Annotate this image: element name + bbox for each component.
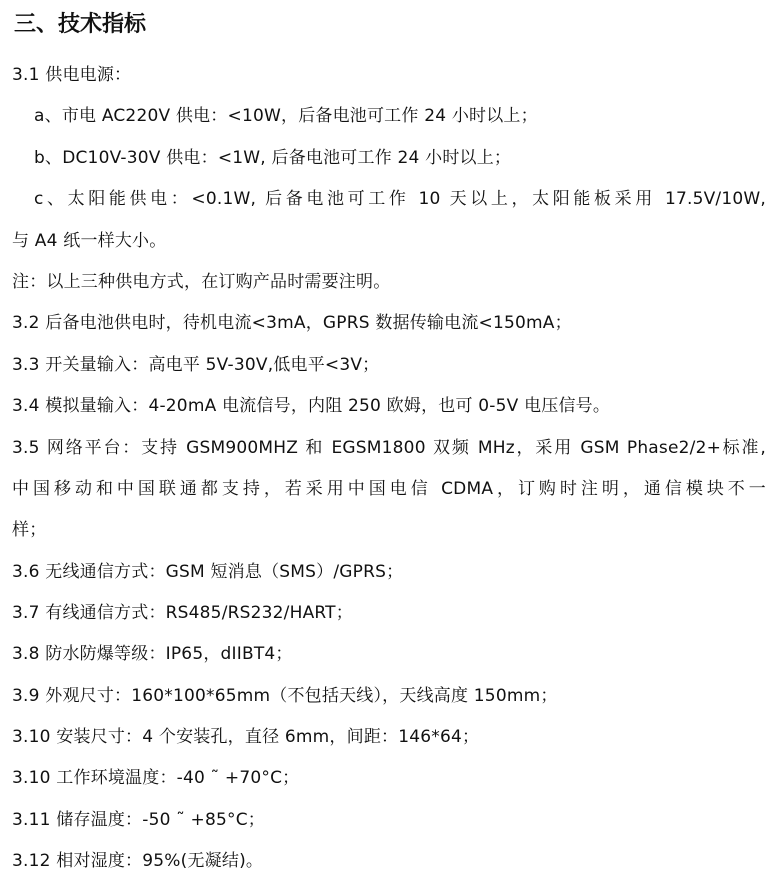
spec-line-3-5-end: 样； [12,520,47,540]
spec-line-3-1: 3.1 供电电源： [12,65,132,85]
spec-line-3-11: 3.11 储存温度：-50 ˜ +85°C； [12,810,265,830]
note-line: 注：以上三种供电方式，在订购产品时需要注明。 [12,272,391,292]
spec-line-3-4: 3.4 模拟量输入：4-20mA 电流信号，内阻 250 欧姆，也可 0-5V 电压信号。 [12,396,611,416]
spec-line-3-10-install: 3.10 安装尺寸：4 个安装孔，直径 6mm，间距：146*64； [12,727,480,747]
spec-line-3-6: 3.6 无线通信方式：GSM 短消息（SMS）/GPRS； [12,562,404,582]
spec-line-3-5: 3.5 网络平台：支持 GSM900MHZ 和 EGSM1800 双频 MHz，采用 GSM Phase2/2+标准, [12,438,766,458]
spec-line-3-9: 3.9 外观尺寸：160*100*65mm（不包括天线），天线高度 150mm； [12,686,558,706]
spec-line-a: a、市电 AC220V 供电：<10W，后备电池可工作 24 小时以上； [34,106,538,126]
spec-line-3-10-temp: 3.10 工作环境温度：-40 ˜ +70°C； [12,768,300,788]
spec-line-3-7: 3.7 有线通信方式：RS485/RS232/HART； [12,603,353,623]
section-title: 三、技术指标 [14,12,147,37]
spec-line-3-12: 3.12 相对湿度：95%(无凝结)。 [12,851,264,871]
spec-line-3-5-cont: 中国移动和中国联通都支持，若采用中国电信 CDMA，订购时注明，通信模块不一 [12,479,766,499]
spec-line-c: c、太阳能供电：<0.1W, 后备电池可工作 10 天以上，太阳能板采用 17.5V/10W, [34,189,766,209]
spec-line-c-cont: 与 A4 纸一样大小。 [12,231,167,251]
spec-line-3-8: 3.8 防水防爆等级：IP65，dIIBT4； [12,644,293,664]
spec-line-b: b、DC10V-30V 供电：<1W, 后备电池可工作 24 小时以上； [34,148,512,168]
spec-line-3-3: 3.3 开关量输入：高电平 5V-30V,低电平<3V； [12,355,380,375]
spec-line-3-2: 3.2 后备电池供电时，待机电流<3mA，GPRS 数据传输电流<150mA； [12,313,572,333]
